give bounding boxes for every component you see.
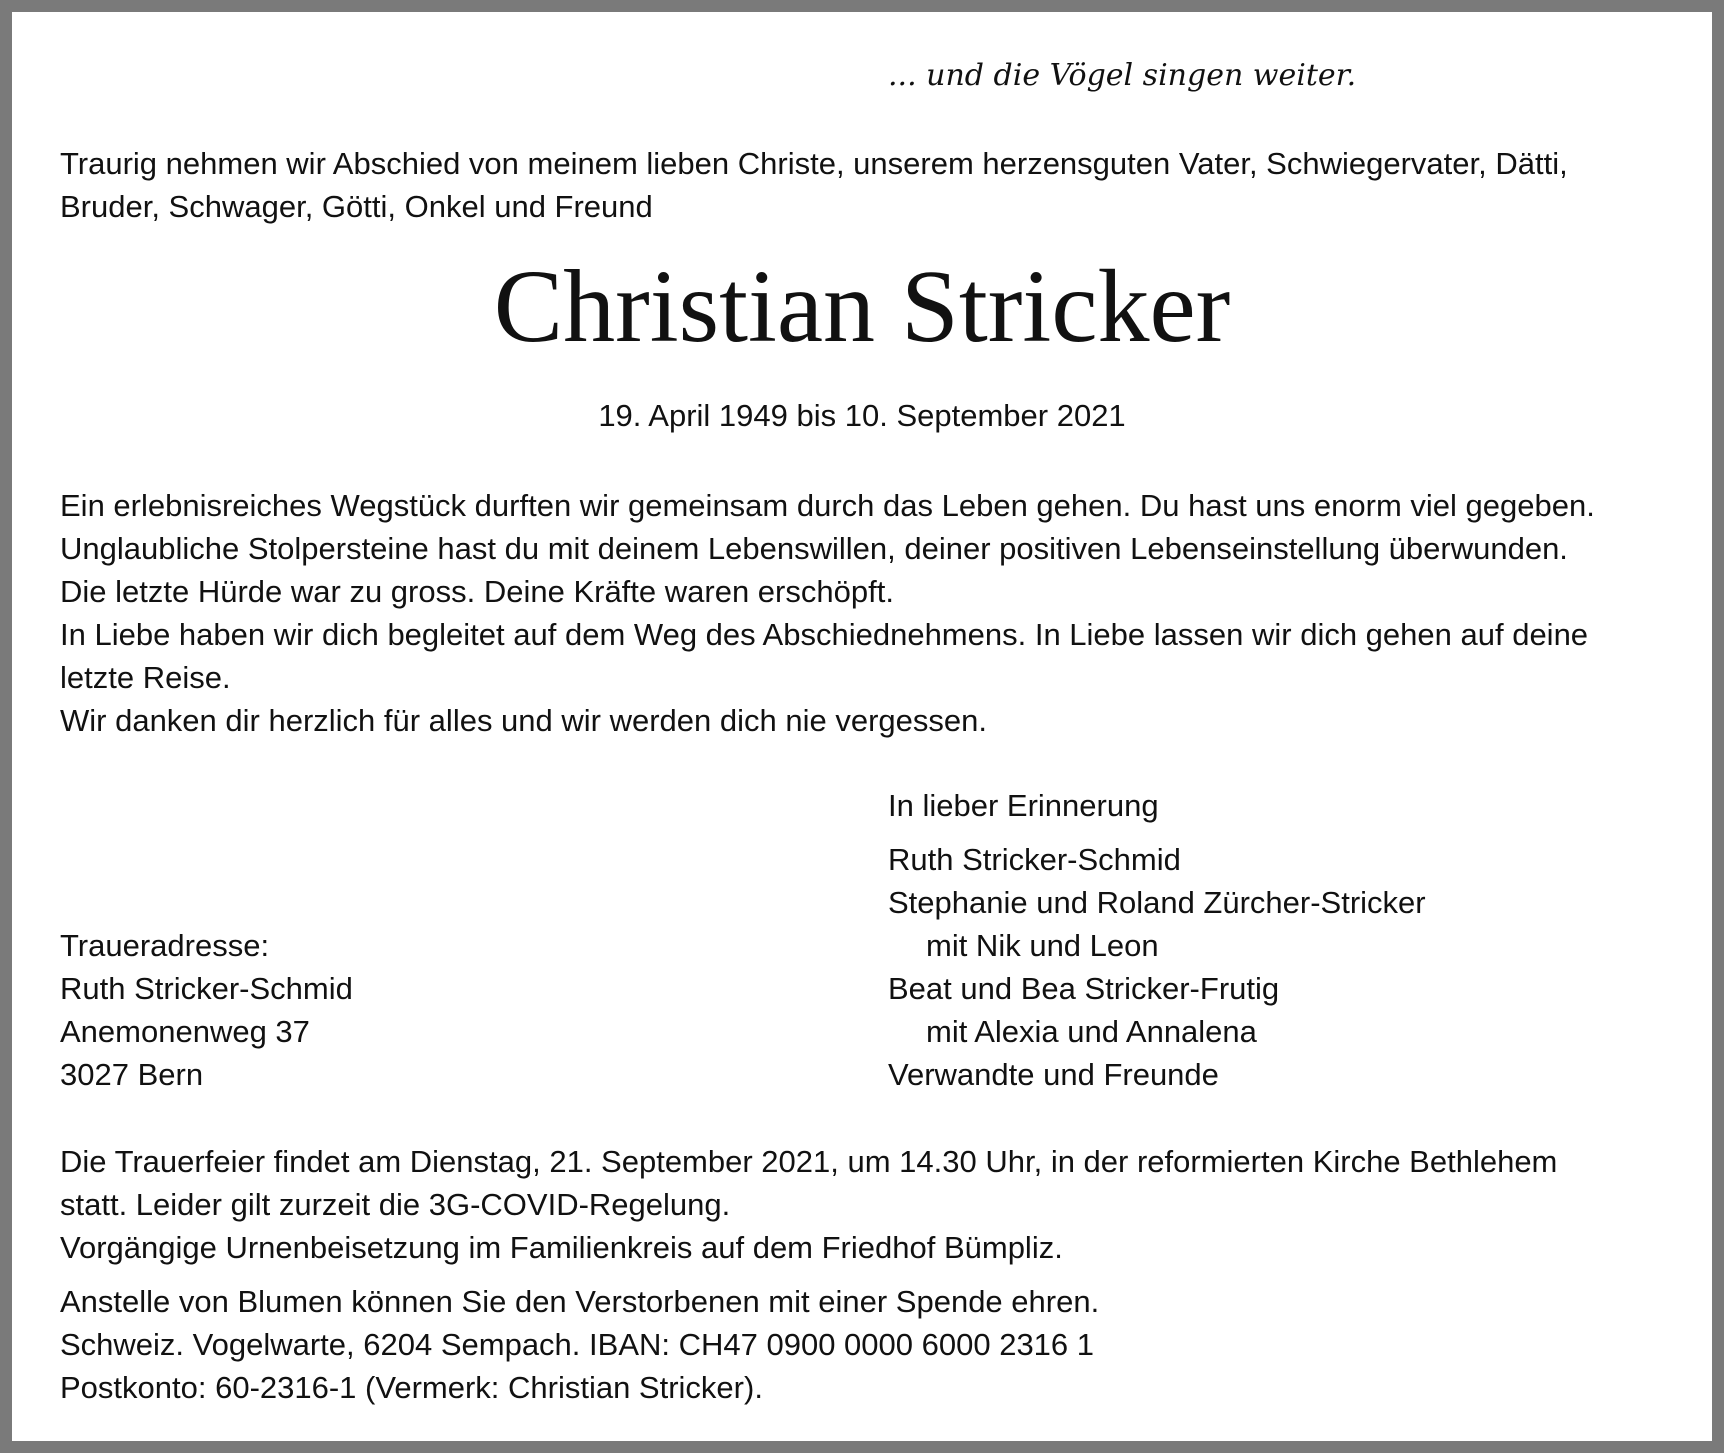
family-member-children: mit Alexia und Annalena xyxy=(926,1014,1257,1049)
intro-line: Bruder, Schwager, Götti, Onkel und Freund xyxy=(60,189,653,224)
family-member: Stephanie und Roland Zürcher-Stricker xyxy=(888,885,1426,920)
address-street: Anemonenweg 37 xyxy=(60,1014,310,1049)
life-dates: 19. April 1949 bis 10. September 2021 xyxy=(598,398,1126,433)
service-line: Vorgängige Urnenbeisetzung im Familienkreis auf dem Friedhof Bümpliz. xyxy=(60,1230,1063,1265)
body-line: Unglaubliche Stolpersteine hast du mit deinem Lebenswillen, deiner positiven Lebenseinstellung überwunden. xyxy=(60,531,1568,566)
service-line: Die Trauerfeier findet am Dienstag, 21. September 2021, um 14.30 Uhr, in der reformierten Kirche Bethlehem xyxy=(60,1144,1558,1179)
body-line: letzte Reise. xyxy=(60,660,231,695)
intro-line: Traurig nehmen wir Abschied von meinem lieben Christe, unserem herzensguten Vater, Schwiegervater, Dätti, xyxy=(60,146,1568,181)
body-line: Wir danken dir herzlich für alles und wir werden dich nie vergessen. xyxy=(60,703,987,738)
body-line: Die letzte Hürde war zu gross. Deine Kräfte waren erschöpft. xyxy=(60,574,894,609)
address-name: Ruth Stricker-Schmid xyxy=(60,971,353,1006)
family-member: Verwandte und Freunde xyxy=(888,1057,1219,1092)
family-member-children: mit Nik und Leon xyxy=(926,928,1159,963)
body-paragraph xyxy=(60,484,1595,742)
donation-line: Postkonto: 60-2316-1 (Vermerk: Christian Stricker). xyxy=(60,1370,763,1405)
address-label: Traueradresse: xyxy=(60,928,270,963)
donation-info xyxy=(60,1280,1099,1409)
epigraph: ... und die Vögel singen weiter. xyxy=(888,58,1357,93)
memory-heading: In lieber Erinnerung xyxy=(888,788,1159,823)
family-list xyxy=(888,838,1426,1096)
mourning-address xyxy=(60,924,353,1096)
family-member: Ruth Stricker-Schmid xyxy=(888,842,1181,877)
body-line: In Liebe haben wir dich begleitet auf dem Weg des Abschiednehmens. In Liebe lassen wir dich gehen auf deine xyxy=(60,617,1589,652)
deceased-name: Christian Stricker xyxy=(493,249,1231,364)
service-line: statt. Leider gilt zurzeit die 3G-COVID-Regelung. xyxy=(60,1187,731,1222)
intro-paragraph xyxy=(60,142,1568,228)
address-city: 3027 Bern xyxy=(60,1057,204,1092)
donation-line: Schweiz. Vogelwarte, 6204 Sempach. IBAN: CH47 0900 0000 6000 2316 1 xyxy=(60,1327,1095,1362)
body-line: Ein erlebnisreiches Wegstück durften wir gemeinsam durch das Leben gehen. Du hast uns enorm viel gegeben. xyxy=(60,488,1595,523)
donation-line: Anstelle von Blumen können Sie den Verstorbenen mit einer Spende ehren. xyxy=(60,1284,1100,1319)
obituary-page xyxy=(12,12,1712,1441)
service-info xyxy=(60,1140,1557,1269)
family-member: Beat und Bea Stricker-Frutig xyxy=(888,971,1280,1006)
